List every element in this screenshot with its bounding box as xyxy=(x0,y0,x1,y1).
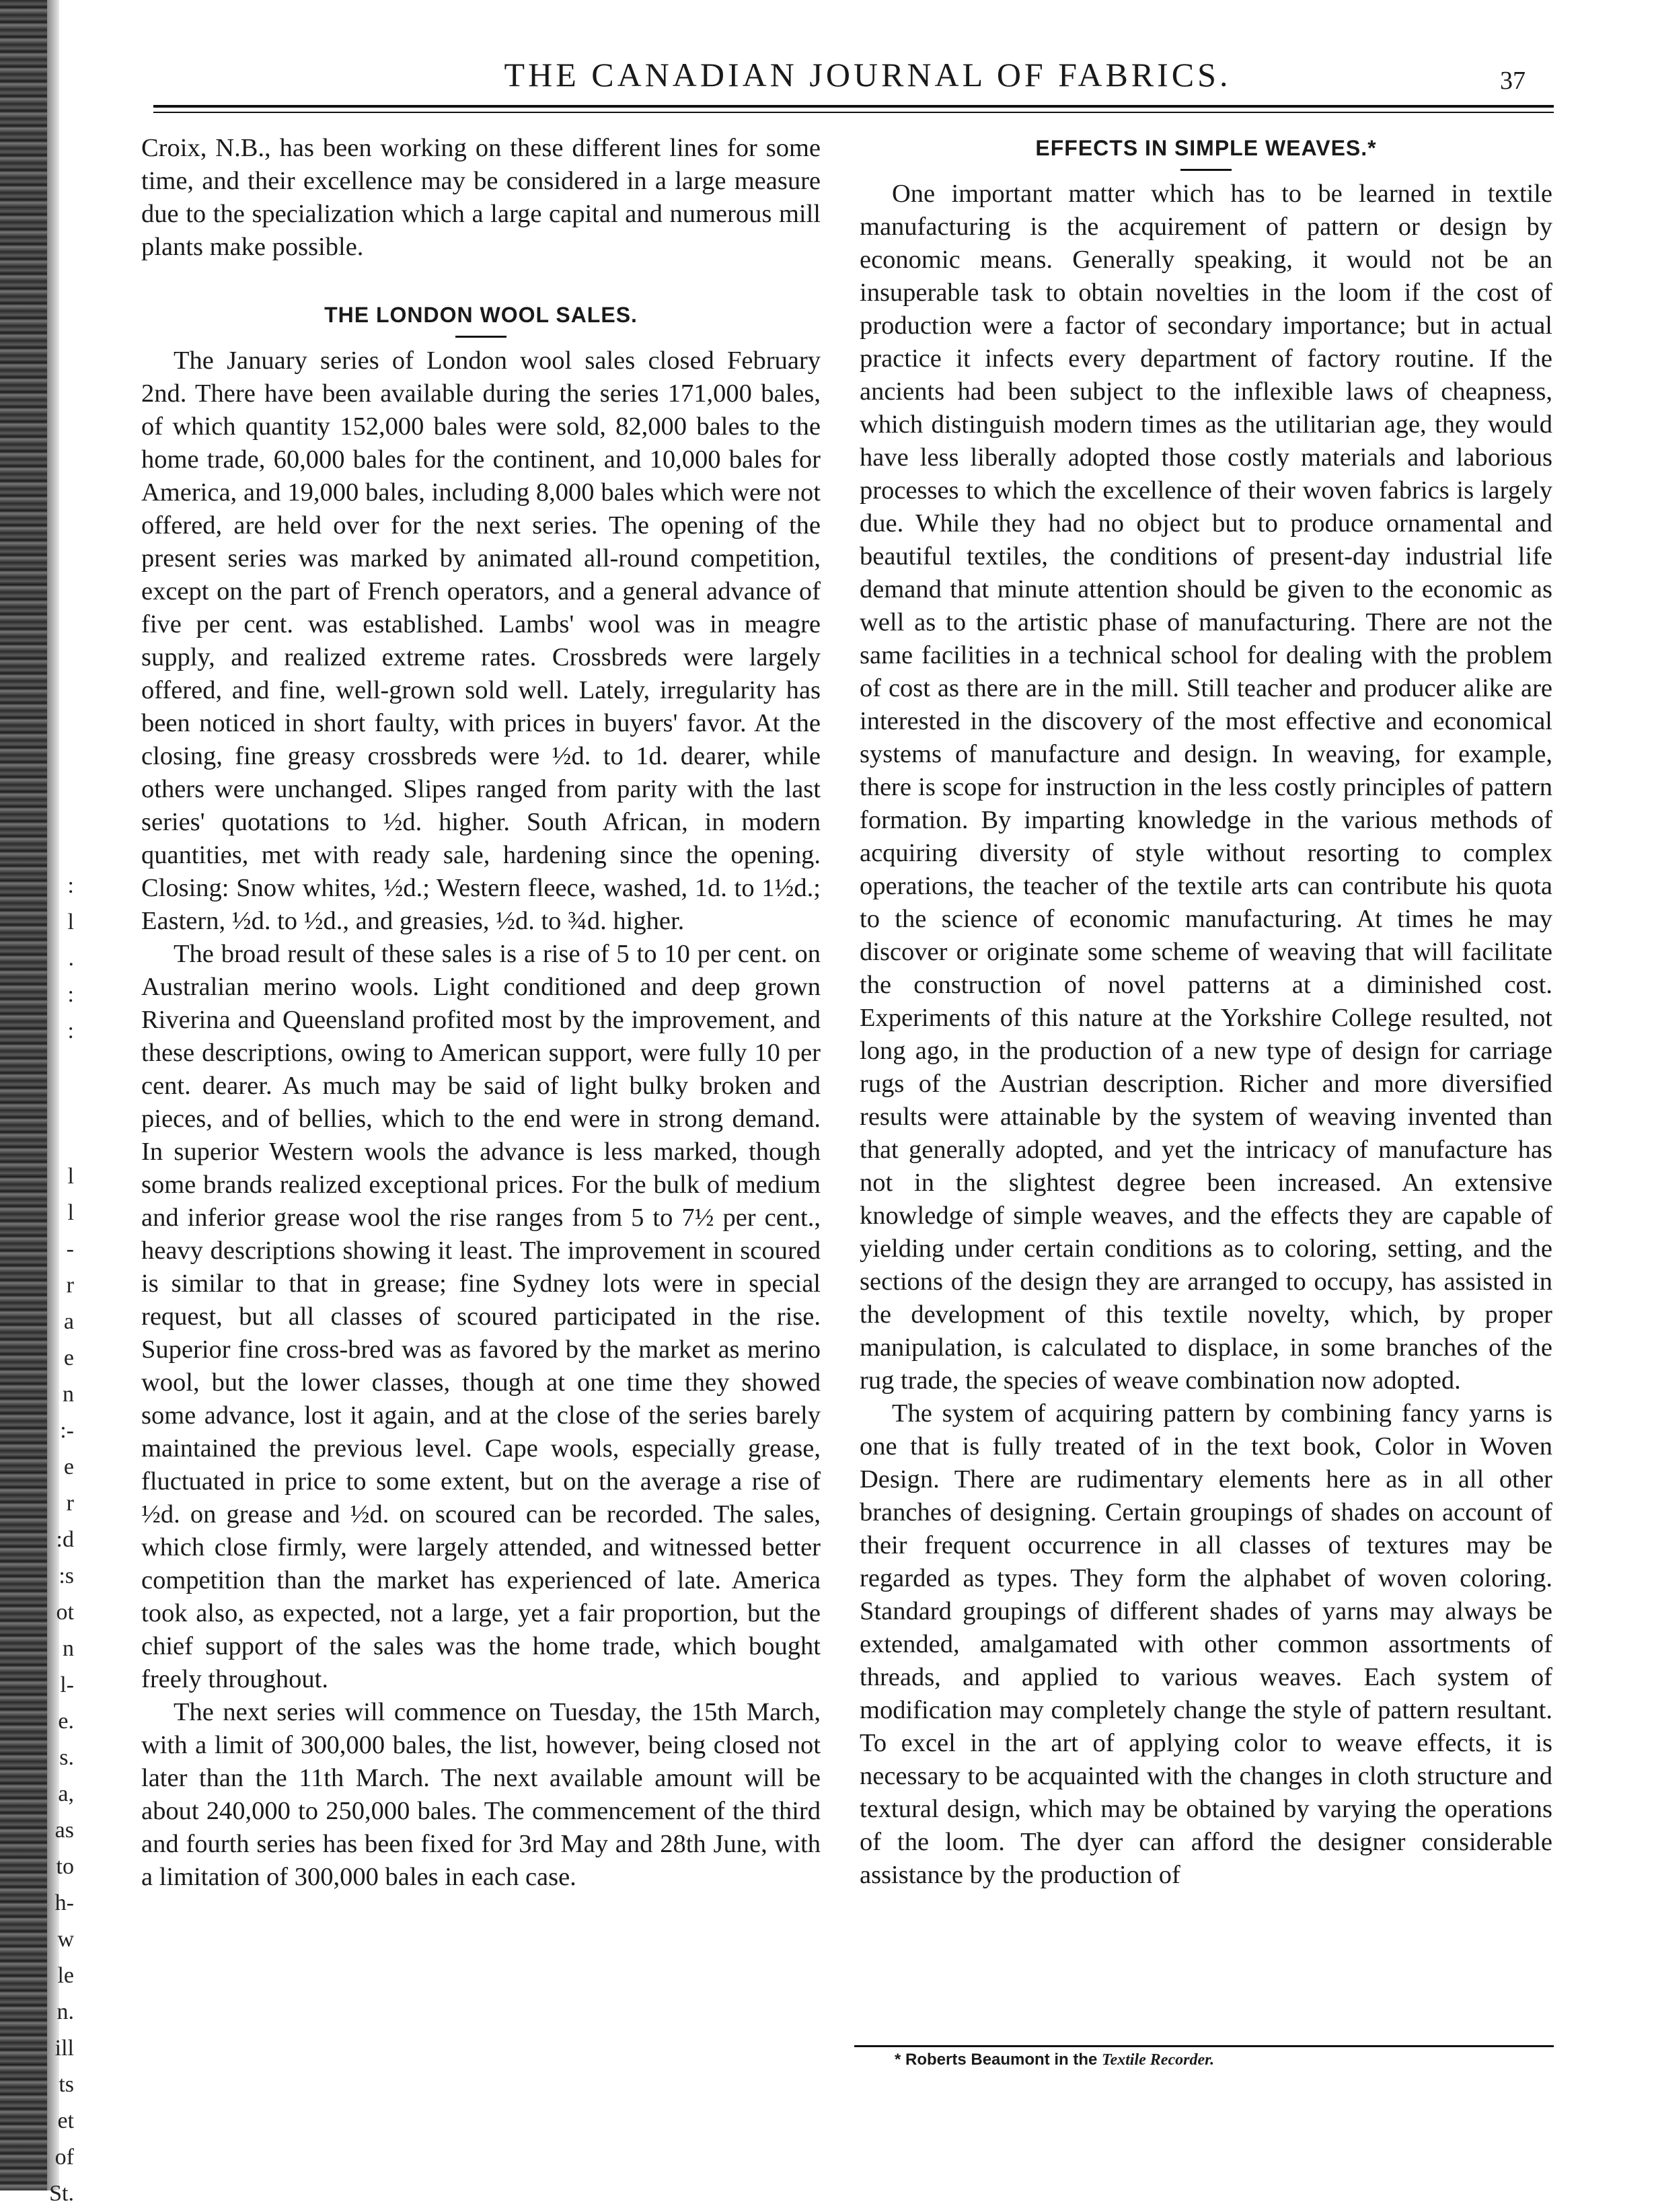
footnote-author: * Roberts Beaumont in the xyxy=(895,2051,1098,2069)
margin-fragment: ill xyxy=(54,2036,74,2061)
margin-fragment: as xyxy=(54,1818,74,1843)
margin-fragment: . xyxy=(68,946,74,971)
margin-fragment: : xyxy=(67,873,74,898)
right-column xyxy=(860,132,1552,1892)
margin-fragment: h- xyxy=(54,1890,74,1915)
left-column xyxy=(141,132,821,1894)
margin-fragment: of xyxy=(54,2145,74,2170)
margin-fragment xyxy=(0,1049,74,1086)
article-paragraph: The broad result of these sales is a rise of 5 to 10 per cent. on Australian merino wools. Light conditioned and deep grown Riverina and Queensland profited most by the improvement, and these descriptions, owing to American support, were fully 10 per cent. dearer. As much may be said of light bulky broken and pieces, and of bellies, which to the end were in strong demand. In superior Western wools the advance is less marked, though some brands realized exceptional prices. For the bulk of medium and inferior grease wool the rise ranges from 5 to 7½ per cent., heavy descriptions showing it least. The improvement in scoured is similar to that in grease; fine Sydney lots were in special request, but all classes of scoured participated in the rise. Superior fine cross-bred was as favored by the market as merino wool, but the lower classes, though at one time they showed some advance, lost it again, and at the close of the series barely maintained the previous level. Cape wools, especially grease, fluctuated in price to some extent, but on the average a rise of ½d. on grease and ½d. on scoured can be recorded. The sales, which close firmly, were largely attended, and witnessed better competition than the market has experienced of late. America took also, as expected, not a large, yet a fair proportion, but the chief support of the sales was the home trade, which bought freely throughout. xyxy=(141,940,821,1693)
margin-fragment: l xyxy=(67,1164,74,1189)
header-rule xyxy=(153,105,1554,113)
margin-fragment: a xyxy=(63,1309,74,1334)
margin-fragment: et xyxy=(57,2108,74,2133)
section-title-effects-simple-weaves: EFFECTS IN SIMPLE WEAVES.* xyxy=(1035,136,1377,160)
margin-fragment: : xyxy=(67,1019,74,1043)
margin-fragment: l xyxy=(67,910,74,934)
article-paragraph: The next series will commence on Tuesday, the 15th March, with a limit of 300,000 bales, the list, however, being closed not later than the 11th March. The next available amount will be about 240,000 to 250,000 bales. The commencement of the third and fourth series has been fixed for 3rd May and 28th June, with a limitation of 300,000 bales in each case. xyxy=(141,1698,821,1891)
margin-fragment: - xyxy=(66,1237,74,1261)
footnote-publication: Textile Recorder. xyxy=(1102,2051,1215,2069)
article-paragraph: The January series of London wool sales closed February 2nd. There have been available during the series 171,000 bales, of which quantity 152,000 bales were sold, 82,000 bales to the home trade, 60,000 bales for the continent, and 10,000 bales for America, and 19,000 bales, including 8,000 bales which were not offered, are held over for the next series. The opening of the present series was marked by animated all-round competition, except on the part of French operators, and a general advance of five per cent. was established. Lambs' wool was in meagre supply, and realized extreme rates. Crossbreds were largely offered, and fine, well-grown sold well. Lately, irregularity has been noticed in short faulty, with prices in buyers' favor. At the closing, fine greasy crossbreds were ½d. to 1d. dearer, while others were unchanged. Slipes ranged from parity with the last series' quotations to ½d. higher. South African, in modern quantities, met with ready sale, hardening since the opening. Closing: Snow whites, ½d.; Western fleece, washed, 1d. to 1½d.; Eastern, ½d. to ½d., and greasies, ½d. to ¾d. higher. xyxy=(141,346,821,935)
margin-fragment: ot xyxy=(56,1600,74,1625)
margin-fragment: le xyxy=(57,1963,74,1988)
margin-fragment: : xyxy=(67,982,74,1007)
margin-fragment: a, xyxy=(58,1781,74,1806)
margin-fragment: l- xyxy=(60,1672,74,1697)
article-paragraph: The system of acquiring pattern by combining fancy yarns is one that is fully treated of in the text book, Color in Woven Design. There are rudimentary elements here as in all other branches of designing. Certain groupings of shades on account of their frequent occurrence in all classes of textures may be regarded as types. They form the alphabet of woven coloring. Standard groupings of different shades of yarns may always be extended, amalgamated with other common assortments of threads, and applied to various weaves. Each system of modification may completely change the style of pattern resultant. To excel in the art of applying color to weave effects, it is necessary to be acquainted with the changes in cloth structure and textural design, which may be obtained by varying the operations of the loom. The dyer can afford the designer considerable assistance by the production of xyxy=(860,1399,1552,1889)
facing-page-margin-fragments xyxy=(0,868,74,2212)
margin-fragment: e xyxy=(63,1345,74,1370)
margin-fragment: St. xyxy=(49,2181,74,2206)
margin-fragment xyxy=(0,1122,74,1158)
margin-fragment xyxy=(0,1086,74,1122)
margin-fragment: :- xyxy=(60,1418,74,1443)
article-paragraph: One important matter which has to be learned in textile manufacturing is the acquirement of pattern or design by economic means. Generally speaking, it would not be an insuperable task to obtain novelties in the loom if the cost of production were a factor of secondary importance; but in actual practice it infects every department of factory routine. If the ancients had been subject to the inflexible laws of cheapness, which distinguish modern times as the utilitarian age, they would have less liberally adopted those costly materials and laborious processes to which the excellence of their woven fabrics is largely due. While they had no object but to produce ornamental and beautiful textiles, the conditions of present-day industrial life demand that minute attention should be given to the economic as well as to the artistic phase of manufacturing. There are not the same facilities in a technical school for dealing with the problem of cost as there are in the mill. Still teacher and producer alike are interested in the discovery of the most effective and economical systems of manufacture and design. In weaving, for example, there is scope for instruction in the less costly principles of pattern formation. By imparting knowledge in the various methods of acquiring diversity of style without resorting to complex operations, the teacher of the textile arts can contribute his quota to the science of economic manufacturing. At times he may discover or originate some scheme of weaving that will facilitate the construction of novel patterns at a diminished cost. Experiments of this nature at the Yorkshire College resulted, not long ago, in the production of a new type of design for carriage rugs of the Austrian description. Richer and more diversified results were attainable by the system of weaving invented than that generally adopted, and yet the intricacy of manufacture has not in the slightest degree been increased. An extensive knowledge of simple weaves, and the effects they are capable of yielding under certain conditions as to coloring, setting, and the sections of the design they are arranged to occupy, has assisted in the development of this textile novelty, which, by proper manipulation, is calculated to displace, in some branches of the rug trade, the species of weave combination now adopted. xyxy=(860,180,1552,1395)
page-number: 37 xyxy=(1500,67,1526,95)
section-title-london-wool-sales: THE LONDON WOOL SALES. xyxy=(324,303,638,327)
margin-fragment: ts xyxy=(59,2072,74,2097)
footnote xyxy=(895,2051,1214,2069)
margin-fragment: n xyxy=(63,1636,74,1661)
margin-fragment: :s xyxy=(59,1563,74,1588)
title-dash xyxy=(1180,169,1232,171)
continuation-paragraph: Croix, N.B., has been working on these different lines for some time, and their excellence may be considered in a large measure due to the specialization which a large capital and numerous mill plants make possible. xyxy=(141,134,821,261)
margin-fragment: l xyxy=(67,1200,74,1225)
margin-fragment: :d xyxy=(56,1527,74,1552)
margin-fragment: e xyxy=(63,1454,74,1479)
margin-fragment: e. xyxy=(58,1709,74,1734)
margin-fragment: r xyxy=(66,1273,74,1298)
footnote-rule xyxy=(854,2045,1554,2047)
running-head: THE CANADIAN JOURNAL OF FABRICS. xyxy=(504,56,1232,94)
margin-fragment: s. xyxy=(59,1745,74,1770)
margin-fragment: r xyxy=(66,1491,74,1516)
margin-fragment: w xyxy=(57,1927,74,1952)
margin-fragment: n xyxy=(63,1382,74,1407)
margin-fragment: n. xyxy=(57,1999,74,2024)
title-dash xyxy=(455,336,506,338)
margin-fragment: to xyxy=(56,1854,74,1879)
